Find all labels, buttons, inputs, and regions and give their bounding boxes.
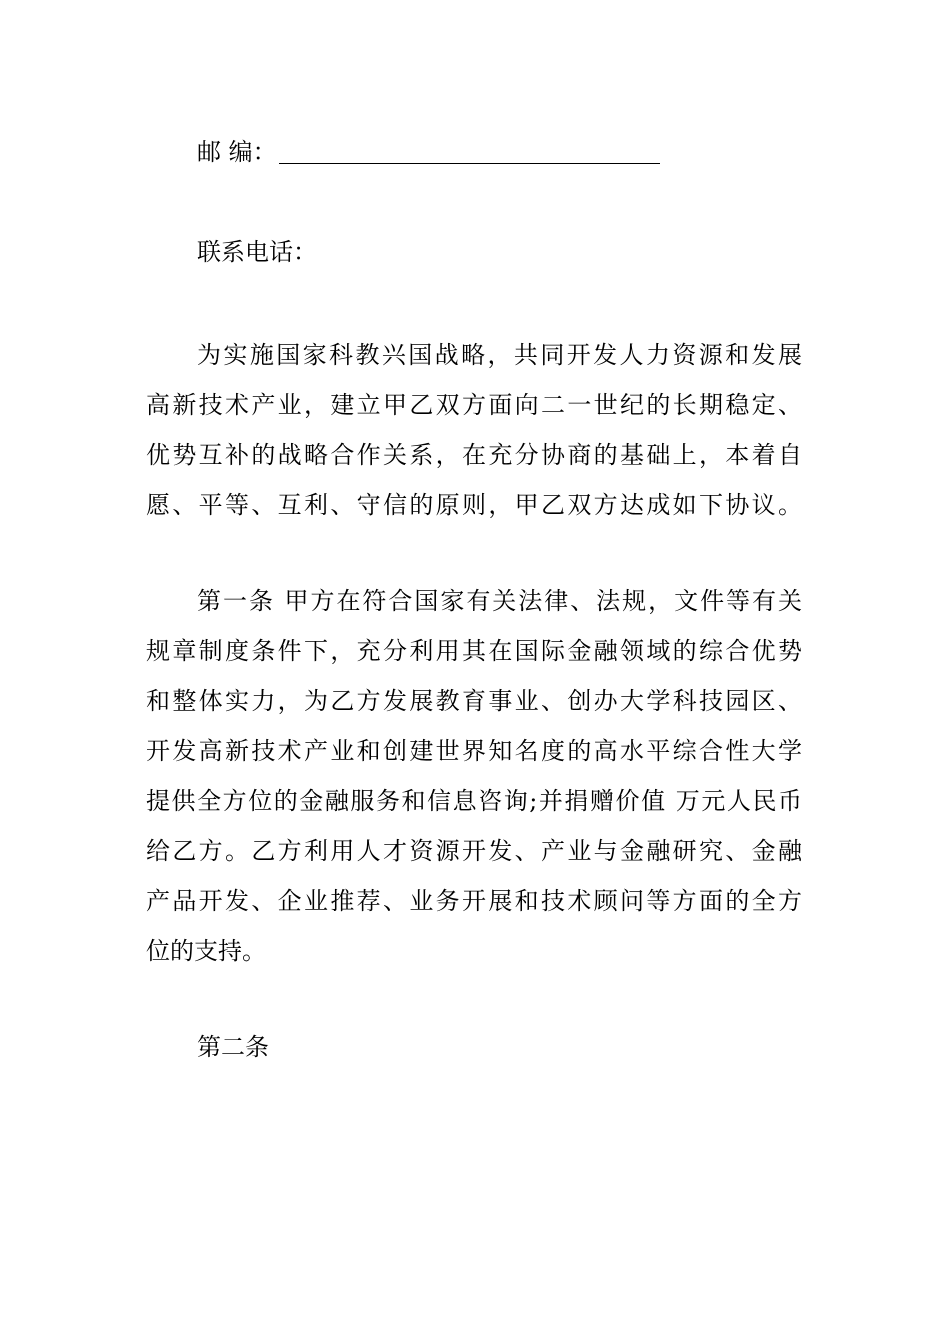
article-1-paragraph bbox=[146, 576, 802, 976]
contact-phone-label: 联系电话： bbox=[197, 238, 317, 266]
preamble-paragraph bbox=[146, 330, 802, 530]
article-1-line: 和整体实力，为乙方发展教育事业、创办大学科技园区、 bbox=[146, 687, 802, 715]
article-1-line: 位的支持。 bbox=[146, 937, 266, 965]
article-1-line: 提供全方位的金融服务和信息咨询;并捐赠价值 万元人民币 bbox=[146, 787, 802, 815]
preamble-line: 高新技术产业，建立甲乙双方面向二一世纪的长期稳定、 bbox=[146, 391, 802, 419]
article-1-line: 第一条 甲方在符合国家有关法律、法规，文件等有关 bbox=[197, 587, 802, 615]
preamble-line: 愿、平等、互利、守信的原则，甲乙双方达成如下协议。 bbox=[146, 491, 802, 519]
article-1-line: 产品开发、企业推荐、业务开展和技术顾问等方面的全方 bbox=[146, 887, 802, 915]
article-1-line: 规章制度条件下，充分利用其在国际金融领域的综合优势 bbox=[146, 637, 802, 665]
article-2-heading: 第二条 bbox=[197, 1033, 269, 1061]
postal-code-label: 邮 编： bbox=[197, 138, 277, 166]
article-1-line: 开发高新技术产业和创建世界知名度的高水平综合性大学 bbox=[146, 737, 802, 765]
preamble-line: 为实施国家科教兴国战略，共同开发人力资源和发展 bbox=[197, 341, 802, 369]
article-1-line: 给乙方。乙方利用人才资源开发、产业与金融研究、金融 bbox=[146, 837, 802, 865]
postal-code-row bbox=[197, 136, 660, 168]
preamble-line: 优势互补的战略合作关系，在充分协商的基础上，本着自 bbox=[146, 441, 802, 469]
postal-code-blank-line bbox=[279, 139, 660, 164]
